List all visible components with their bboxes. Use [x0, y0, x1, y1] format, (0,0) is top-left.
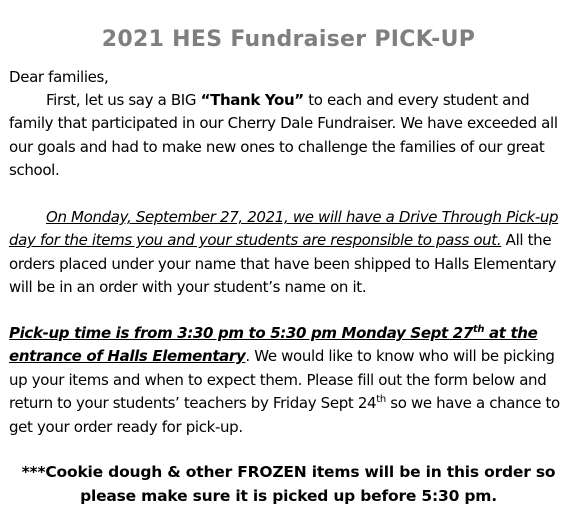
notice-line: please make sure it is picked up before 5:30 pm.	[80, 487, 497, 505]
date-suffix: th	[472, 324, 485, 335]
thank-you-intro: First, let us say a BIG	[46, 91, 201, 109]
thank-you-emphasis: “Thank You”	[200, 91, 304, 109]
pickup-day-details: All the orders placed under your name that have been shipped to Halls Elementary will be in an order with your student’s name on it.	[9, 231, 557, 297]
pickup-location-text: at the entrance of Halls Elementary	[9, 324, 538, 366]
frozen-items-notice	[0, 460, 577, 508]
pickup-time-text: Pick-up time is from 3:30 pm to 5:30 pm Monday Sept 27	[9, 324, 473, 342]
pickup-day-announcement: On Monday, September 27, 2021, we will have a Drive Through Pick-up day for the items you and your students are responsible to pass out.	[9, 208, 559, 250]
greeting: Dear families,	[9, 68, 109, 86]
thank-you-paragraph	[9, 89, 569, 183]
form-instructions: . We would like to know who will be picking up your items and when to expect them. Please fill out the form below and return to your students’ teachers by Friday Sept 24	[9, 347, 555, 413]
notice-line: ***Cookie dough & other FROZEN items will be in this order so	[21, 463, 556, 481]
page-title: 2021 HES Fundraiser PICK-UP	[101, 27, 476, 52]
date-suffix: th	[376, 394, 386, 406]
pickup-day-paragraph	[9, 206, 569, 300]
form-instructions-end: so we have a chance to get your order ready for pick-up.	[9, 394, 560, 436]
thank-you-body: to each and every student and family that participated in our Cherry Dale Fundraiser. We have exceeded all our goals and had to make new ones to challenge the families of our great school.	[9, 91, 558, 180]
pickup-time-paragraph	[9, 322, 569, 439]
